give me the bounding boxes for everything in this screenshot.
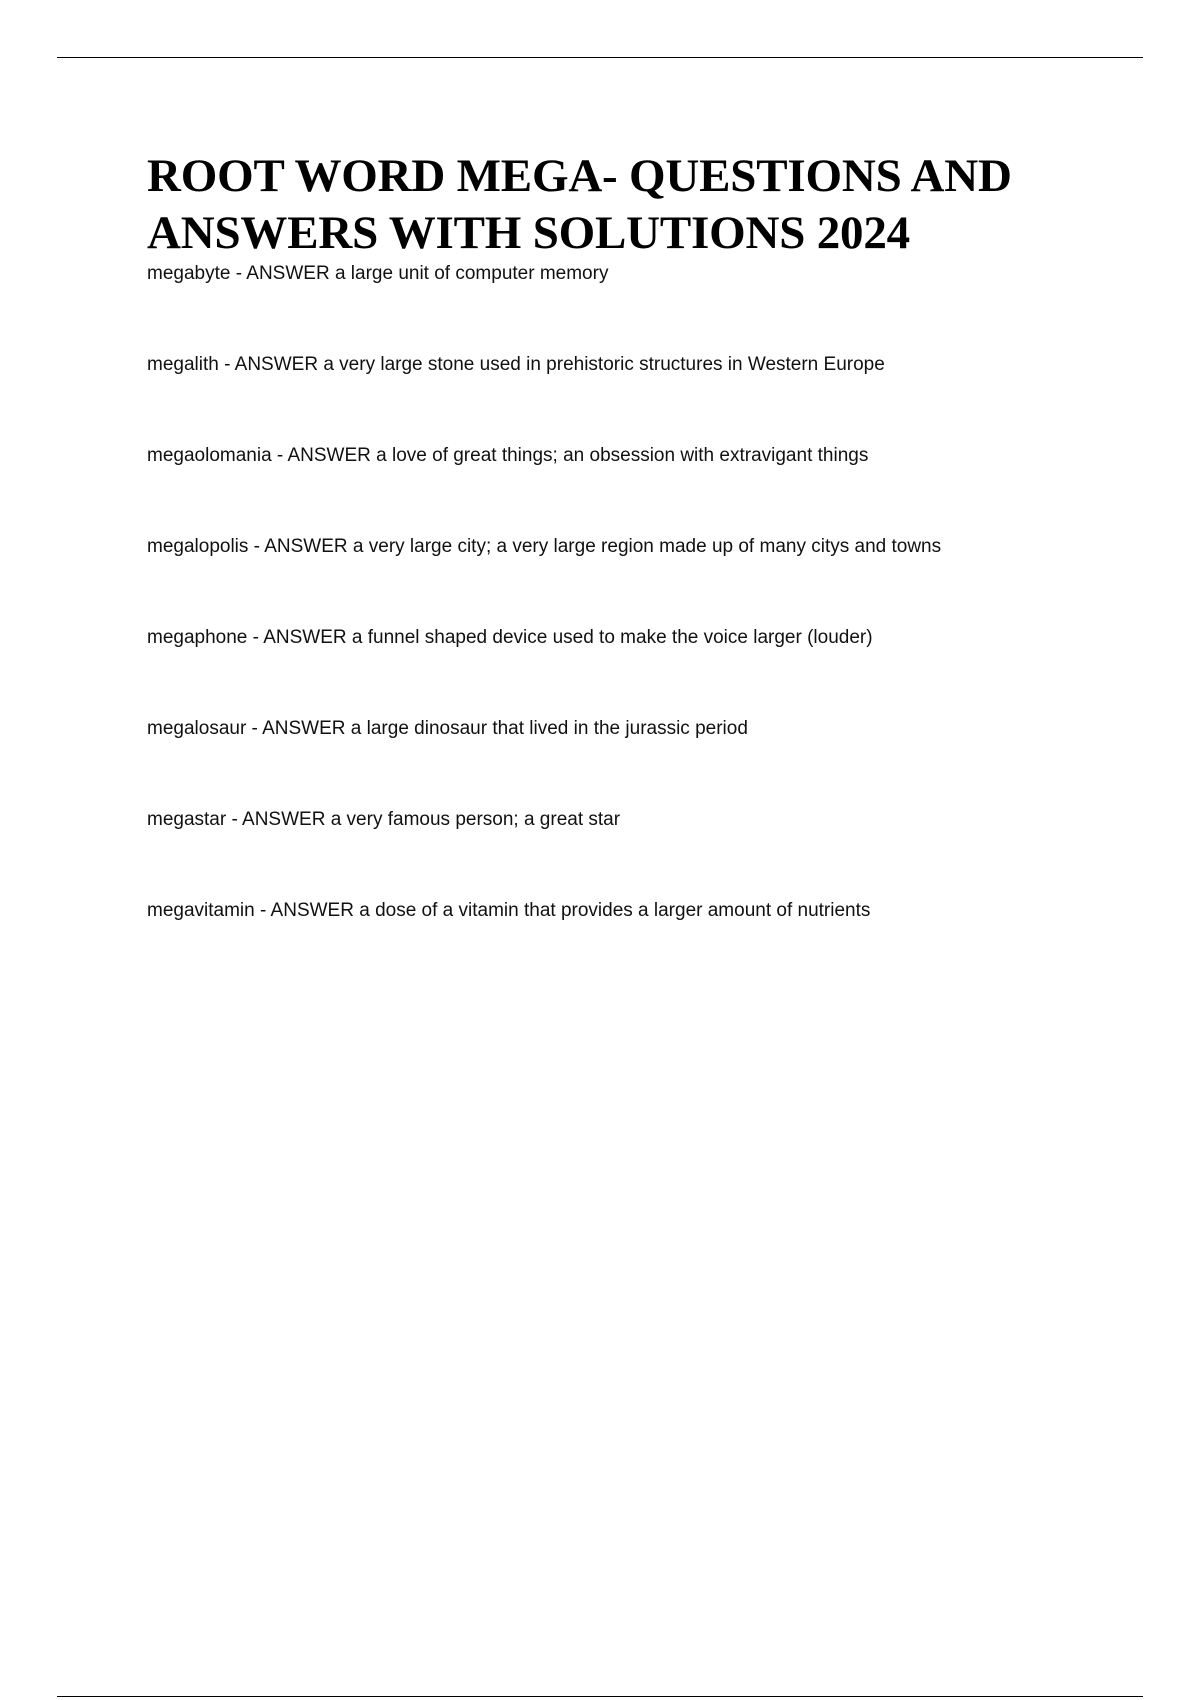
- page-title: ROOT WORD MEGA- QUESTIONS AND ANSWERS WITH SOLUTIONS 2024: [147, 150, 1012, 259]
- qa-item: megavitamin - ANSWER a dose of a vitamin that provides a larger amount of nutrients: [147, 900, 871, 921]
- top-rule: [57, 57, 1143, 58]
- qa-item: megastar - ANSWER a very famous person; a great star: [147, 809, 621, 830]
- qa-item: megaphone - ANSWER a funnel shaped device used to make the voice larger (louder): [147, 627, 873, 648]
- bottom-rule: [57, 1696, 1143, 1697]
- qa-item: megabyte - ANSWER a large unit of computer memory: [147, 263, 609, 284]
- qa-item: megaolomania - ANSWER a love of great things; an obsession with extravigant things: [147, 445, 869, 466]
- qa-item: megalith - ANSWER a very large stone used in prehistoric structures in Western Europe: [147, 354, 885, 375]
- qa-list: [147, 262, 1107, 923]
- qa-item: megalopolis - ANSWER a very large city; a very large region made up of many citys and towns: [147, 536, 942, 557]
- page-content: [147, 148, 1107, 990]
- qa-item: megalosaur - ANSWER a large dinosaur that lived in the jurassic period: [147, 718, 748, 739]
